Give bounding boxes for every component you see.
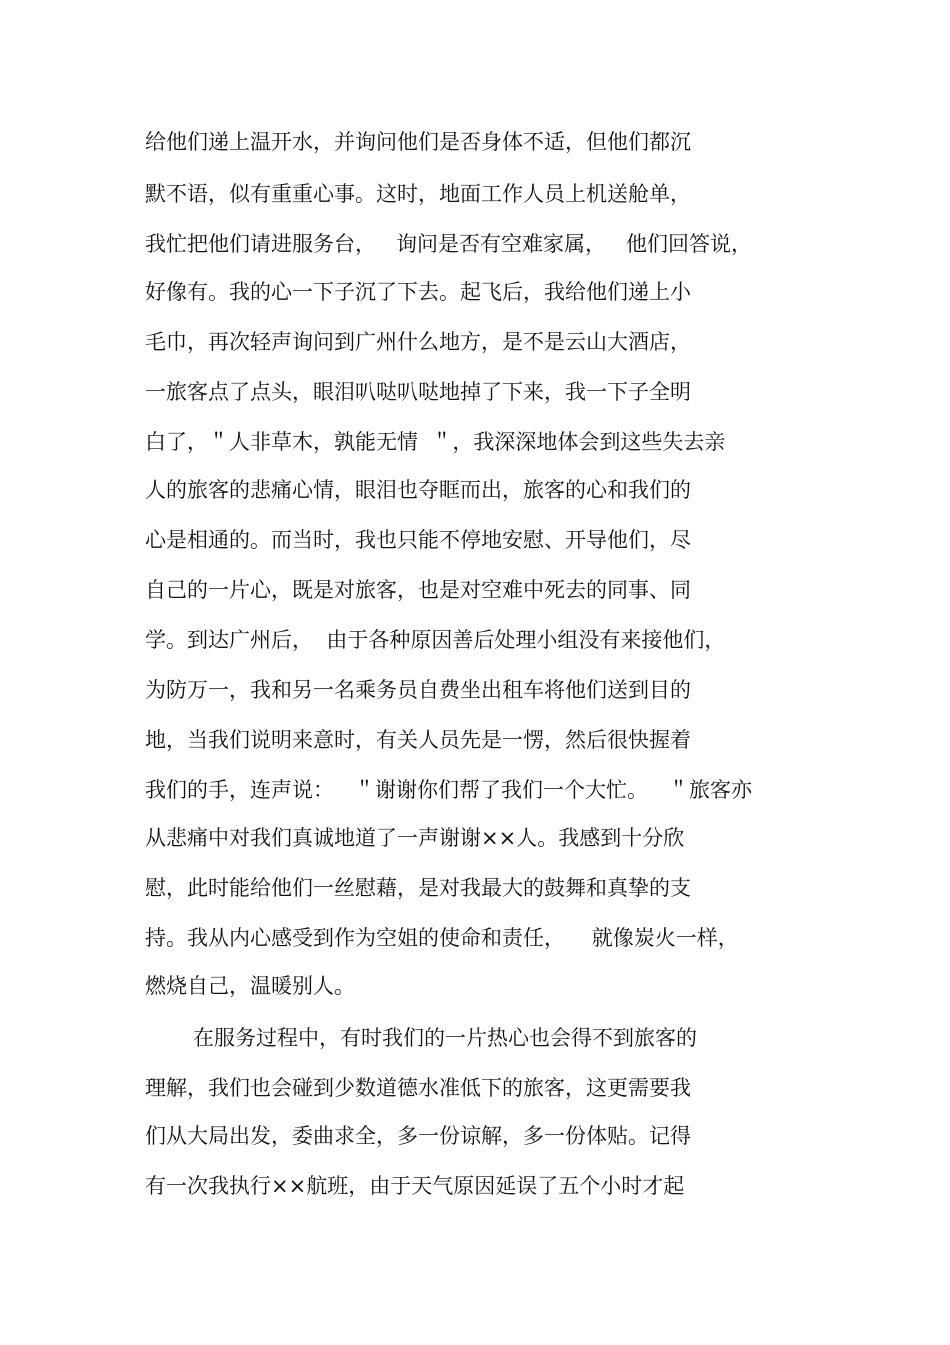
text-line: 自己的一片心，既是对旅客，也是对空难中死去的同事、同 [145,578,691,602]
text-line: 给他们递上温开水，并询问他们是否身体不适，但他们都沉 [145,130,691,154]
text-line: 默不语，似有重重心事。这时，地面工作人员上机送舱单， [145,182,691,206]
text-line: 学。到达广州后， 由于各种原因善后处理小组没有来接他们， [145,628,726,652]
text-line: 为防万一，我和另一名乘务员自费坐出租车将他们送到目的 [145,678,691,702]
text-line: 我们的手，连声说： ＂谢谢你们帮了我们一个大忙。 ＂旅客亦 [145,778,753,802]
text-line: 有一次我执行××航班，由于天气原因延误了五个小时才起 [145,1174,685,1198]
text-line: 地，当我们说明来意时，有关人员先是一愣，然后很快握着 [145,728,691,752]
paragraph-first-line: 在服务过程中，有时我们的一片热心也会得不到旅客的 [193,1026,697,1050]
text-line: 心是相通的。而当时，我也只能不停地安慰、开导他们，尽 [145,528,691,552]
text-line: 燃烧自己，温暖别人。 [145,974,355,998]
text-line: 白了，＂人非草木，孰能无情 ＂，我深深地体会到这些失去亲 [145,430,726,454]
text-line: 从悲痛中对我们真诚地道了一声谢谢××人。我感到十分欣 [145,826,685,850]
text-line: 理解，我们也会碰到少数道德水准低下的旅客，这更需要我 [145,1076,691,1100]
text-line: 毛巾，再次轻声询问到广州什么地方，是不是云山大酒店， [145,330,691,354]
text-line: 我忙把他们请进服务台， 询问是否有空难家属， 他们回答说， [145,232,753,256]
text-line: 人的旅客的悲痛心情，眼泪也夺眶而出，旅客的心和我们的 [145,478,691,502]
text-line: 一旅客点了点头，眼泪叭哒叭哒地掉了下来，我一下子全明 [145,380,691,404]
text-line: 好像有。我的心一下子沉了下去。起飞后，我给他们递上小 [145,280,691,304]
text-line: 持。我从内心感受到作为空姐的使命和责任， 就像炭火一样， [145,926,739,950]
text-line: 慰，此时能给他们一丝慰藉，是对我最大的鼓舞和真挚的支 [145,876,691,900]
text-line: 们从大局出发，委曲求全，多一份谅解，多一份体贴。记得 [145,1124,691,1148]
